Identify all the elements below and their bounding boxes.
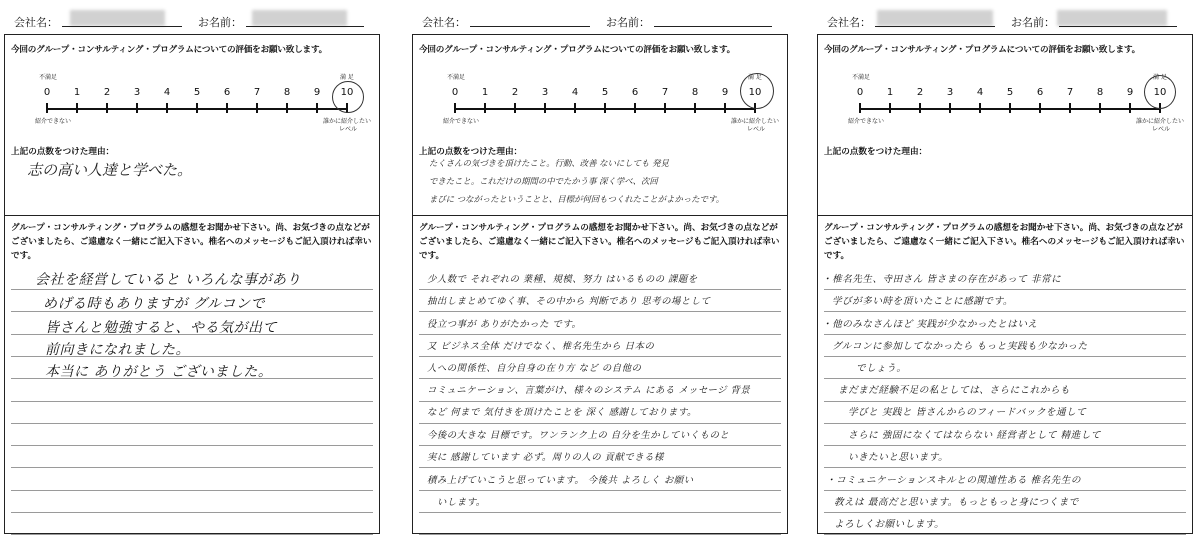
impression-line: 教えは 最高だと思います。もっともっと身につくまで <box>834 497 1079 508</box>
scale-right-bottom-2: レベル <box>339 126 358 133</box>
scale-number-5: 5 <box>193 87 201 98</box>
scale-number-0: 0 <box>856 87 864 98</box>
scale-tick-2 <box>919 103 921 113</box>
scale-number-1: 1 <box>886 87 894 98</box>
scale-tick-5 <box>1009 103 1011 113</box>
impression-line: でしょう。 <box>856 363 907 374</box>
survey-form-2 <box>412 0 790 538</box>
scale-right-top: 満 足 <box>1153 74 1167 81</box>
scale-tick-1 <box>484 103 486 113</box>
company-label: 会社名： <box>14 16 58 29</box>
survey-form-1 <box>4 0 382 538</box>
scale-number-0: 0 <box>451 87 459 98</box>
impression-line: コミュニケーション、言葉がけ、様々のシステム にある メッセージ 背景 <box>427 385 751 396</box>
impression-prompt: グループ・コンサルティング・プログラムの感想をお聞かせ下さい。尚、お気づきの点などがございましたら、ご遠慮なく一緒にご記入下さい。椎名へのメッセージもご記入頂ければ幸いです。 <box>419 223 780 261</box>
form-box <box>412 34 788 534</box>
evaluation-prompt: 今回のグループ・コンサルティング・プログラムについての評価をお願い致します。 <box>11 45 328 55</box>
scale-number-8: 8 <box>1096 87 1104 98</box>
scale-tick-7 <box>664 103 666 113</box>
name-blank <box>1059 26 1177 27</box>
ruled-line <box>11 401 373 402</box>
scale-number-4: 4 <box>571 87 579 98</box>
impression-line: 人への関係性、自分自身の在り方 など の自他の <box>427 363 642 374</box>
ruled-line <box>824 401 1186 402</box>
company-blank <box>875 26 995 27</box>
evaluation-prompt: 今回のグループ・コンサルティング・プログラムについての評価をお願い致します。 <box>824 45 1141 55</box>
ruled-line <box>824 467 1186 468</box>
impression-line: ・他のみなさんほど 実践が少なかったとはいえ <box>822 319 1038 330</box>
form-header <box>825 8 1195 34</box>
scale-tick-1 <box>889 103 891 113</box>
scale-tick-8 <box>286 103 288 113</box>
scale-right-bottom-2: レベル <box>1152 126 1171 133</box>
ruled-line <box>419 490 781 491</box>
scale-tick-6 <box>634 103 636 113</box>
scale-number-1: 1 <box>481 87 489 98</box>
scale-tick-0 <box>859 103 861 113</box>
ruled-line <box>419 401 781 402</box>
scale-tick-6 <box>1039 103 1041 113</box>
scale-number-8: 8 <box>691 87 699 98</box>
ruled-line <box>11 534 373 535</box>
scale-tick-9 <box>1129 103 1131 113</box>
scale-number-5: 5 <box>601 87 609 98</box>
ruled-line <box>824 534 1186 535</box>
ruled-line <box>11 423 373 424</box>
scale-tick-4 <box>166 103 168 113</box>
scale-number-1: 1 <box>73 87 81 98</box>
impression-line: ・コミュニケーションスキルとの関連性ある 椎名先生の <box>826 475 1081 486</box>
impression-line: 皆さんと勉強すると、やる気が出て <box>45 320 277 336</box>
ruled-line <box>419 467 781 468</box>
rating-scale <box>413 73 789 133</box>
scale-tick-7 <box>256 103 258 113</box>
company-label: 会社名： <box>422 16 466 29</box>
scale-number-10: 10 <box>1153 87 1167 98</box>
scale-tick-3 <box>136 103 138 113</box>
scale-tick-8 <box>694 103 696 113</box>
form-header <box>12 8 382 34</box>
form-box <box>817 34 1193 534</box>
selected-circle <box>1144 75 1176 109</box>
scale-tick-2 <box>106 103 108 113</box>
ruled-line <box>419 356 781 357</box>
scale-right-bottom-1: 誰かに紹介したい <box>323 118 372 125</box>
scale-right-bottom-1: 誰かに紹介したい <box>731 118 780 125</box>
impression-line: めげる時もありますが グルコンで <box>43 296 266 312</box>
scale-tick-4 <box>979 103 981 113</box>
reason-line: できたこと。これだけの期間の中でたかう事 深く学べ、次回 <box>429 176 658 186</box>
scale-tick-3 <box>544 103 546 113</box>
impression-line: 前向きになれました。 <box>45 342 190 358</box>
scale-number-2: 2 <box>916 87 924 98</box>
scale-number-3: 3 <box>133 87 141 98</box>
impression-line: 又 ビジネス全体 だけでなく、椎名先生から 日本の <box>427 341 655 352</box>
reason-label: 上記の点数をつけた理由： <box>11 147 115 157</box>
impression-line: 学びが多い時を頂いたことに感謝です。 <box>832 296 1013 307</box>
scale-tick-5 <box>604 103 606 113</box>
impression-prompt: グループ・コンサルティング・プログラムの感想をお聞かせ下さい。尚、お気づきの点などがございましたら、ご遠慮なく一緒にご記入下さい。椎名へのメッセージもご記入頂ければ幸いです。 <box>824 223 1185 261</box>
scale-tick-9 <box>724 103 726 113</box>
rating-scale <box>5 73 381 133</box>
reason-text <box>429 154 779 208</box>
scale-left-top: 不満足 <box>852 74 871 81</box>
name-blank <box>654 26 772 27</box>
scale-number-9: 9 <box>721 87 729 98</box>
reason-label: 上記の点数をつけた理由： <box>824 147 928 157</box>
scale-tick-8 <box>1099 103 1101 113</box>
ruled-line <box>824 289 1186 290</box>
scale-right-bottom-2: レベル <box>747 126 766 133</box>
evaluation-prompt: 今回のグループ・コンサルティング・プログラムについての評価をお願い致します。 <box>419 45 736 55</box>
impression-line: よろしくお願いします。 <box>834 519 945 530</box>
scale-number-0: 0 <box>43 87 51 98</box>
form-box <box>4 34 380 534</box>
ruled-line <box>11 512 373 513</box>
impression-line: ・椎名先生、寺田さん 皆さまの存在があって 非常に <box>822 274 1062 285</box>
ruled-line <box>419 445 781 446</box>
scale-tick-7 <box>1069 103 1071 113</box>
survey-form-3 <box>817 0 1195 538</box>
scale-number-4: 4 <box>163 87 171 98</box>
impression-line: など 何まで 気付きを頂けたことを 深く 感謝しております。 <box>427 407 697 418</box>
scale-tick-3 <box>949 103 951 113</box>
scale-left-top: 不満足 <box>447 74 466 81</box>
ruled-line <box>824 356 1186 357</box>
scale-left-bottom: 紹介できない <box>443 118 480 125</box>
ruled-line <box>824 445 1186 446</box>
impression-line: 抽出しまとめてゆく事、その中から 判断であり 思考の場として <box>427 296 711 307</box>
name-label: お名前： <box>606 16 650 29</box>
ruled-line <box>824 334 1186 335</box>
impression-line: 会社を経営していると いろんな事があり <box>35 272 301 288</box>
scale-tick-1 <box>76 103 78 113</box>
impression-line: 役立つ事が ありがたかった です。 <box>427 319 582 330</box>
scale-number-6: 6 <box>631 87 639 98</box>
ruled-line <box>11 289 373 290</box>
ruled-line <box>11 445 373 446</box>
scale-left-bottom: 紹介できない <box>35 118 72 125</box>
redacted-company <box>877 10 993 26</box>
section-divider <box>413 215 787 216</box>
impression-line: 学びと 実践と 皆さんからのフィードバックを通して <box>848 407 1087 418</box>
scale-number-7: 7 <box>253 87 261 98</box>
company-label: 会社名： <box>827 16 871 29</box>
ruled-line <box>824 311 1186 312</box>
scale-number-9: 9 <box>1126 87 1134 98</box>
ruled-line <box>419 534 781 535</box>
scale-number-6: 6 <box>1036 87 1044 98</box>
scale-tick-0 <box>454 103 456 113</box>
scale-right-top: 満 足 <box>340 74 354 81</box>
scale-number-7: 7 <box>1066 87 1074 98</box>
selected-circle <box>332 81 364 113</box>
scale-number-9: 9 <box>313 87 321 98</box>
section-divider <box>5 215 379 216</box>
redacted-name <box>252 10 347 26</box>
impression-line: 積み上げていこうと思っています。 今後共 よろしく お願い <box>427 475 694 486</box>
name-blank <box>246 26 364 27</box>
impression-line: いします。 <box>437 497 486 508</box>
scale-number-10: 10 <box>748 87 762 98</box>
scale-number-8: 8 <box>283 87 291 98</box>
form-header <box>420 8 790 34</box>
scale-tick-6 <box>226 103 228 113</box>
ruled-line <box>824 512 1186 513</box>
ruled-line <box>824 490 1186 491</box>
scale-number-2: 2 <box>511 87 519 98</box>
impression-line: 実に 感謝しています 必ず。周りの人の 貢献できる様 <box>427 452 664 463</box>
scale-number-4: 4 <box>976 87 984 98</box>
scale-left-top: 不満足 <box>39 74 58 81</box>
impression-line: グルコンに参加してなかったら もっと実践も少なかった <box>832 341 1088 352</box>
impression-line: 本当に ありがとう ございました。 <box>45 364 273 380</box>
redacted-company <box>70 10 165 26</box>
company-blank <box>470 26 590 27</box>
scale-tick-0 <box>46 103 48 113</box>
scale-right-top: 満 足 <box>748 74 762 81</box>
name-label: お名前： <box>198 16 242 29</box>
impression-line: まだまだ経験不足の私としては、さらにこれからも <box>838 385 1071 396</box>
impression-prompt: グループ・コンサルティング・プログラムの感想をお聞かせ下さい。尚、お気づきの点などがございましたら、ご遠慮なく一緒にご記入下さい。椎名へのメッセージもご記入頂ければ幸いです。 <box>11 223 372 261</box>
reason-line: まびに つながったということと、目標が何回もつくれたことがよかったです。 <box>429 194 725 204</box>
ruled-line <box>824 423 1186 424</box>
scale-number-3: 3 <box>946 87 954 98</box>
impression-line: いきたいと思います。 <box>848 452 949 463</box>
scale-number-5: 5 <box>1006 87 1014 98</box>
scale-number-3: 3 <box>541 87 549 98</box>
scale-number-7: 7 <box>661 87 669 98</box>
impression-line: さらに 強固になくてはならない 経営者として 精進して <box>848 430 1101 441</box>
reason-line: たくさんの気づきを頂けたこと。行動、改善 ないにしても 発見 <box>429 158 669 168</box>
ruled-line <box>419 423 781 424</box>
ruled-line <box>419 289 781 290</box>
ruled-line <box>419 512 781 513</box>
reason-line: 志の高い人達と学べた。 <box>27 161 193 179</box>
ruled-line <box>419 378 781 379</box>
scale-tick-5 <box>196 103 198 113</box>
reason-text <box>27 159 377 180</box>
impression-line: 少人数で それぞれの 業種、規模、努力 はいるものの 課題を <box>427 274 698 285</box>
scale-tick-4 <box>574 103 576 113</box>
scale-number-6: 6 <box>223 87 231 98</box>
rating-scale <box>818 73 1194 133</box>
scale-tick-9 <box>316 103 318 113</box>
ruled-line <box>824 378 1186 379</box>
scale-number-10: 10 <box>340 87 354 98</box>
redacted-name <box>1057 10 1167 26</box>
impression-line: 今後の大きな 目標です。ワンランク上の 自分を生かしていくものと <box>427 430 730 441</box>
ruled-line <box>11 467 373 468</box>
reason-label: 上記の点数をつけた理由： <box>419 147 523 157</box>
selected-circle <box>740 73 774 109</box>
scale-right-bottom-1: 誰かに紹介したい <box>1136 118 1185 125</box>
scale-tick-2 <box>514 103 516 113</box>
scale-left-bottom: 紹介できない <box>848 118 885 125</box>
section-divider <box>818 215 1192 216</box>
ruled-line <box>419 311 781 312</box>
ruled-line <box>11 490 373 491</box>
ruled-line <box>419 334 781 335</box>
company-blank <box>62 26 182 27</box>
name-label: お名前： <box>1011 16 1055 29</box>
scale-number-2: 2 <box>103 87 111 98</box>
